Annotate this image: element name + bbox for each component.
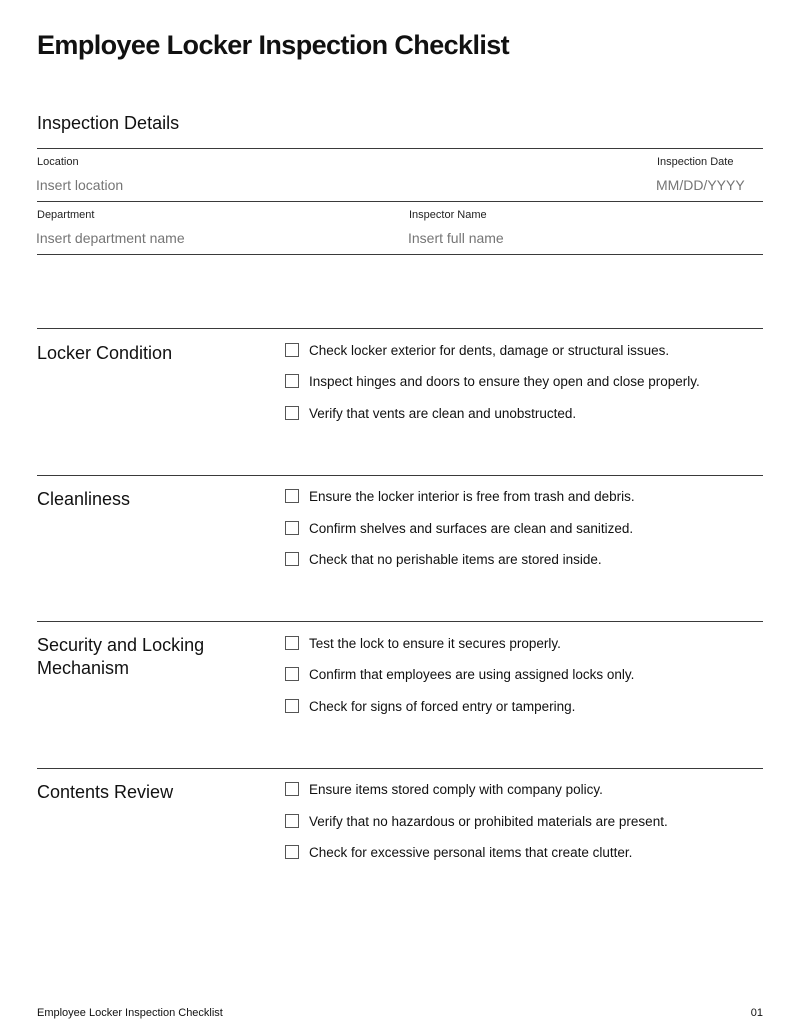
checklist-item[interactable]: [285, 664, 634, 684]
checkbox[interactable]: [285, 845, 299, 859]
checkbox[interactable]: [285, 636, 299, 650]
divider: [37, 148, 763, 149]
footer-document-name: Employee Locker Inspection Checklist: [37, 1007, 223, 1019]
checklist-item-label: Inspect hinges and doors to ensure they open and close properly.: [309, 373, 700, 389]
checklist-item-label: Test the lock to ensure it secures properly.: [309, 635, 561, 651]
checklist-item[interactable]: [285, 549, 602, 569]
checklist-item-label: Confirm shelves and surfaces are clean and sanitized.: [309, 520, 634, 536]
checklist-item[interactable]: [285, 518, 633, 538]
divider: [37, 254, 763, 255]
inspection-details-heading: Inspection Details: [37, 113, 180, 133]
checkbox[interactable]: [285, 374, 299, 388]
divider: [37, 201, 763, 202]
section-title-contents-review: Contents Review: [37, 782, 174, 802]
checkbox[interactable]: [285, 667, 299, 681]
inspector-name-input[interactable]: [408, 230, 748, 246]
checklist-item[interactable]: [285, 779, 603, 799]
section-divider: [37, 621, 763, 622]
checklist-item-label: Check that no perishable items are stored inside.: [309, 551, 602, 567]
inspection-date-label: Inspection Date: [657, 156, 734, 168]
department-input[interactable]: [36, 230, 376, 246]
checkbox[interactable]: [285, 489, 299, 503]
footer-page-number: 01: [750, 1007, 763, 1019]
checkbox[interactable]: [285, 343, 299, 357]
checkbox[interactable]: [285, 521, 299, 535]
checklist-item-label: Verify that vents are clean and unobstructed.: [309, 405, 577, 421]
checklist-item[interactable]: [285, 842, 632, 862]
inspector-name-label: Inspector Name: [409, 209, 487, 221]
checklist-item-label: Verify that no hazardous or prohibited materials are present.: [309, 813, 668, 829]
checklist-item[interactable]: [285, 403, 576, 423]
checklist-item[interactable]: [285, 340, 669, 360]
checklist-item-label: Confirm that employees are using assigned locks only.: [309, 666, 635, 682]
page-title: Employee Locker Inspection Checklist: [37, 30, 510, 60]
checklist-item-label: Check for signs of forced entry or tampering.: [309, 698, 576, 714]
checkbox[interactable]: [285, 406, 299, 420]
checklist-item-label: Check locker exterior for dents, damage or structural issues.: [309, 342, 670, 358]
checklist-item[interactable]: [285, 811, 668, 831]
section-divider: [37, 475, 763, 476]
checklist-item-label: Ensure items stored comply with company policy.: [309, 781, 603, 797]
checklist-item[interactable]: [285, 371, 700, 391]
section-title-cleanliness: Cleanliness: [37, 489, 131, 509]
section-title-locker-condition: Locker Condition: [37, 343, 173, 363]
section-divider: [37, 328, 763, 329]
section-divider: [37, 768, 763, 769]
checkbox[interactable]: [285, 552, 299, 566]
checklist-item[interactable]: [285, 486, 635, 506]
section-title-security: Security and Locking Mechanism: [37, 635, 205, 678]
department-label: Department: [37, 209, 95, 221]
checklist-item-label: Check for excessive personal items that create clutter.: [309, 844, 633, 860]
checklist-item[interactable]: [285, 696, 575, 716]
checkbox[interactable]: [285, 782, 299, 796]
checkbox[interactable]: [285, 814, 299, 828]
checklist-item-label: Ensure the locker interior is free from trash and debris.: [309, 488, 635, 504]
location-label: Location: [37, 156, 79, 168]
checkbox[interactable]: [285, 699, 299, 713]
location-input[interactable]: [36, 177, 436, 193]
checklist-item[interactable]: [285, 633, 561, 653]
inspection-date-input[interactable]: [656, 177, 763, 193]
